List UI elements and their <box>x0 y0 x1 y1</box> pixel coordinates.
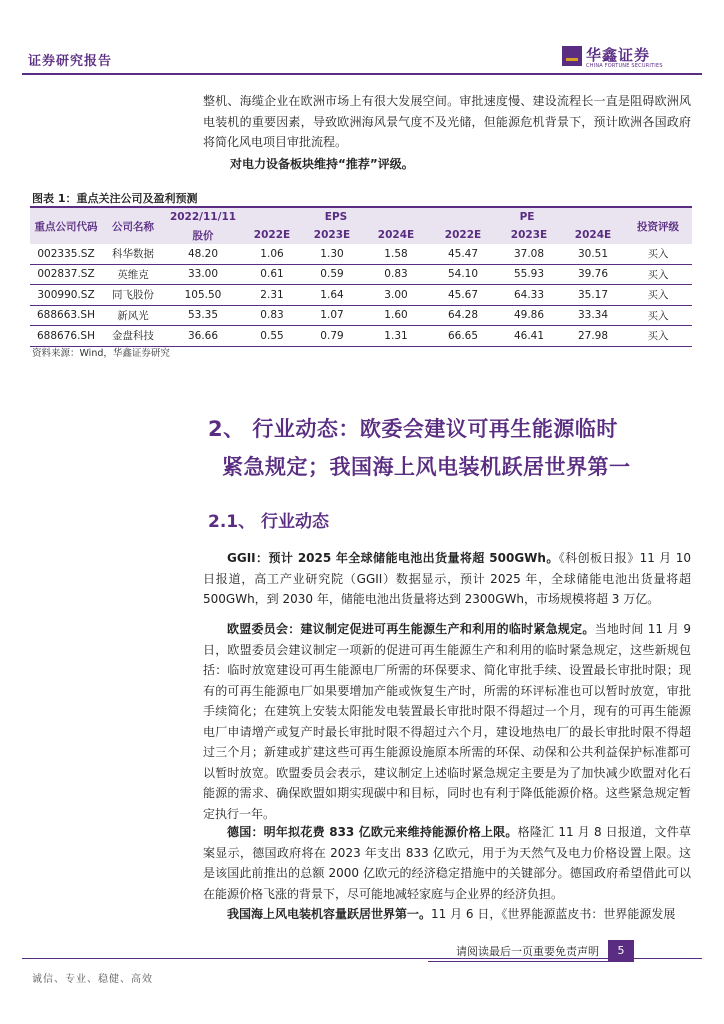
table-row <box>30 285 692 306</box>
cell-price: 53.35 <box>164 305 242 326</box>
cell-pe-2022: 45.67 <box>430 285 496 306</box>
earnings-forecast-table <box>30 206 692 347</box>
cell-eps-2023: 1.07 <box>302 305 362 326</box>
cell-code: 688663.SH <box>30 305 102 326</box>
cell-rating: 买入 <box>624 285 692 306</box>
cell-pe-2023: 55.93 <box>496 264 562 285</box>
cell-pe-2024: 33.34 <box>562 305 624 326</box>
cell-pe-2023: 46.41 <box>496 326 562 347</box>
footer-divider <box>22 958 702 959</box>
company-logo <box>562 44 692 72</box>
table-row <box>30 264 692 285</box>
rating-note: 对电力设备板块维持“推荐”评级。 <box>230 157 414 171</box>
header-pe-2023: 2023E <box>496 226 562 244</box>
header-pe: PE <box>430 207 624 226</box>
header-eps-2022: 2022E <box>242 226 302 244</box>
header-pe-2022: 2022E <box>430 226 496 244</box>
figure-title: 图表 1：重点关注公司及盈利预测 <box>32 192 198 205</box>
cell-eps-2023: 1.64 <box>302 285 362 306</box>
cell-pe-2022: 64.28 <box>430 305 496 326</box>
subsection-title: 2.1、 行业动态 <box>208 512 330 532</box>
header-eps-2024: 2024E <box>362 226 430 244</box>
cell-pe-2024: 27.98 <box>562 326 624 347</box>
logo-text-cn: 华鑫证券 <box>586 46 651 64</box>
cell-pe-2023: 64.33 <box>496 285 562 306</box>
news-lead: 我国海上风电装机容量跃居世界第一。 <box>227 907 432 921</box>
cell-pe-2024: 39.76 <box>562 264 624 285</box>
header-eps: EPS <box>242 207 430 226</box>
news-lead: 欧盟委员会：建议制定促进可再生能源生产和利用的临时紧急规定。 <box>227 622 595 636</box>
cell-price: 36.66 <box>164 326 242 347</box>
cell-eps-2023: 0.79 <box>302 326 362 347</box>
cell-rating: 买入 <box>624 244 692 264</box>
cell-code: 002335.SZ <box>30 244 102 264</box>
cell-name: 英维克 <box>102 264 164 285</box>
section-title-line2: 紧急规定；我国海上风电装机跃居世界第一 <box>222 455 631 479</box>
cell-name: 同飞股份 <box>102 285 164 306</box>
cell-name: 金盘科技 <box>102 326 164 347</box>
cell-pe-2022: 45.47 <box>430 244 496 264</box>
news-body: 格隆汇 11 月 8 日报道，文件草案显示，德国政府将在 2023 年支出 833 亿欧元，用于为天然气及电力价格设置上限。这是该国此前推出的总额 2000 亿欧元的经济稳定措施中的关键部分。德国政府希望借此可以在能源价格飞涨的背景下，尽可能地减轻家庭与企业界的经济负担。 <box>203 825 692 901</box>
cell-eps-2022: 1.06 <box>242 244 302 264</box>
logo-text-en: CHINA FORTUNE SECURITIES <box>586 63 663 69</box>
news-body: 11 月 6 日，《世界能源蓝皮书：世界能源发展 <box>431 907 676 921</box>
news-body: 《科创板日报》11 月 10 日报道，高工产业研究院（GGII）数据显示，预计 2025 年，全球储能电池出货量将超 500GWh，到 2030 年，储能电池出货量将达到 2300GWh，市场规模将超 3 万亿。 <box>203 551 691 606</box>
footer-motto: 诚信、专业、稳健、高效 <box>32 974 153 985</box>
cell-price: 105.50 <box>164 285 242 306</box>
header-rating: 投资评级 <box>624 207 692 244</box>
header-price: 股价 <box>164 226 242 244</box>
cell-eps-2023: 0.59 <box>302 264 362 285</box>
cell-eps-2023: 1.30 <box>302 244 362 264</box>
news-item-china-wind <box>203 904 691 925</box>
cell-pe-2022: 54.10 <box>430 264 496 285</box>
figure-source: 资料来源：Wind，华鑫证券研究 <box>32 348 170 359</box>
cell-eps-2024: 0.83 <box>362 264 430 285</box>
cell-eps-2024: 1.31 <box>362 326 430 347</box>
section-title-line1: 2、 行业动态：欧委会建议可再生能源临时 <box>208 417 618 441</box>
header-date: 2022/11/11 <box>164 207 242 226</box>
footer-underline <box>428 961 608 962</box>
cell-price: 33.00 <box>164 264 242 285</box>
cell-rating: 买入 <box>624 305 692 326</box>
logo-mark-icon <box>562 46 582 66</box>
news-item-ggii <box>203 548 691 610</box>
news-lead: GGII：预计 2025 年全球储能电池出货量将超 500GWh。 <box>227 551 559 565</box>
news-item-eu <box>203 619 691 824</box>
table-row <box>30 305 692 326</box>
cell-eps-2022: 0.83 <box>242 305 302 326</box>
cell-pe-2023: 37.08 <box>496 244 562 264</box>
cell-name: 科华数据 <box>102 244 164 264</box>
cell-pe-2022: 66.65 <box>430 326 496 347</box>
table-row <box>30 244 692 264</box>
report-type-label: 证券研究报告 <box>28 54 113 69</box>
header-eps-2023: 2023E <box>302 226 362 244</box>
header-pe-2024: 2024E <box>562 226 624 244</box>
header-name: 公司名称 <box>102 207 164 244</box>
cell-code: 300990.SZ <box>30 285 102 306</box>
cell-code: 002837.SZ <box>30 264 102 285</box>
cell-code: 688676.SH <box>30 326 102 347</box>
cell-name: 新风光 <box>102 305 164 326</box>
cell-eps-2022: 2.31 <box>242 285 302 306</box>
page-number: 5 <box>608 940 634 962</box>
cell-eps-2024: 3.00 <box>362 285 430 306</box>
cell-pe-2024: 35.17 <box>562 285 624 306</box>
cell-eps-2022: 0.55 <box>242 326 302 347</box>
footer-disclaimer: 请阅读最后一页重要免责声明 <box>456 945 599 958</box>
cell-rating: 买入 <box>624 264 692 285</box>
cell-pe-2024: 30.51 <box>562 244 624 264</box>
news-lead: 德国：明年拟花费 833 亿欧元来维持能源价格上限。 <box>227 825 518 839</box>
news-item-germany <box>203 822 691 904</box>
news-body: 当地时间 11 月 9 日，欧盟委员会建议制定一项新的促进可再生能源生产和利用的临时紧急规定，这些新规包括：临时放宽建设可再生能源电厂所需的环保要求、简化审批手续、设置最长审批时限；现有的可再生能源电厂如果要增加产能或恢复生产时，所需的环评标准也可以暂时放宽，审批手续简化；在建筑上安装太阳能发电装置最长审批时限不得超过一个月，现有的可再生能源电厂申请增产或复产时最长审批时限不得超过六个月，建设地热电厂的最长审批时限不得超过三个月；新建或扩建这些可再生能源设施原本所需的环保、动保和公共利益保护标准都可以暂时放宽。欧盟委员会表示，建议制定上述临时紧急规定主要是为了加快减少欧盟对化石能源的需求、确保欧盟如期实现碳中和目标，同时也有利于降低能源价格。这些紧急规定暂定执行一年。 <box>203 622 691 821</box>
header-code: 重点公司代码 <box>30 207 102 244</box>
table-row <box>30 326 692 347</box>
cell-eps-2024: 1.60 <box>362 305 430 326</box>
cell-rating: 买入 <box>624 326 692 347</box>
intro-paragraph: 整机、海缆企业在欧洲市场上有很大发展空间。审批速度慢、建设流程长一直是阻碍欧洲风电装机的重要因素，导致欧洲海风景气度不及光储，但能源危机背景下，预计欧洲各国政府将简化风电项目审批流程。 <box>203 94 691 149</box>
cell-eps-2024: 1.58 <box>362 244 430 264</box>
header-divider <box>22 73 702 75</box>
cell-price: 48.20 <box>164 244 242 264</box>
cell-pe-2023: 49.86 <box>496 305 562 326</box>
cell-eps-2022: 0.61 <box>242 264 302 285</box>
